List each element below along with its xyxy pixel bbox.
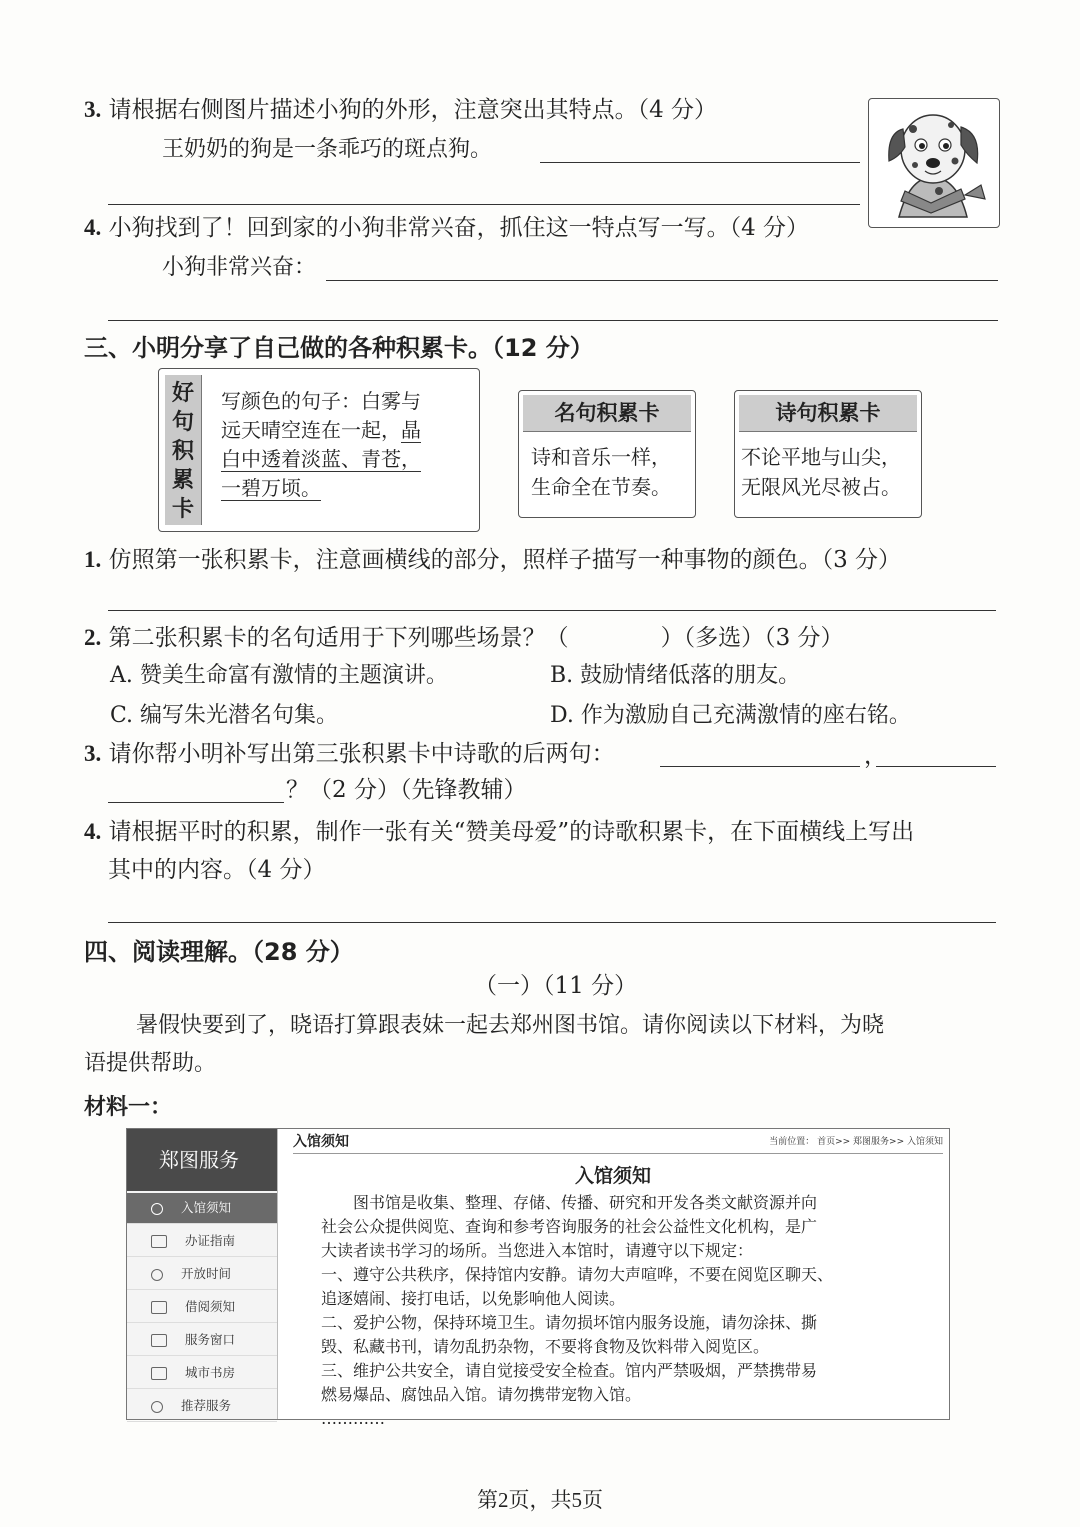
notice-title: 入馆须知 [574, 1165, 651, 1187]
sidebar-title: 郑图服务 [127, 1129, 277, 1191]
sidebar-item-service-window[interactable]: 服务窗口 [127, 1325, 277, 1356]
s3-question-4-cont: 其中的内容。（4 分） [108, 857, 326, 883]
famous-quote-card [518, 390, 696, 518]
notice-body: 图书馆是收集、整理、存储、传播、研究和开发各类文献资源并向 社会公众提供阅览、查询和参考咨询服务的社会公益性文化机构，是广 大读者读书学习的场所。当您进入本馆时，请遵守以下规定： 一、遵守公共秩序，保持馆内安静。请勿大声喧哗，不要在阅览区聊天、 追逐嬉闹、接打电话，以免影响他人阅读。 二、爱护公物，保持环境卫生。请勿损坏馆内服务设施，请勿涂抹、撕 毁、私藏书刊，请勿乱扔杂物，不要将食物及饮料带入阅览区。 三、维护公共安全，请自觉接受安全检查。馆内严禁吸烟，严禁携带易 燃易爆品、腐蚀品入馆。请勿携带宠物入馆。 ………… [321, 1193, 834, 1428]
library-notice-panel [126, 1128, 950, 1428]
subsection-title: （一）（11 分） [474, 973, 638, 999]
dog-picture [868, 98, 1000, 228]
clock-icon [151, 1269, 163, 1281]
sidebar-item-recommend[interactable]: 推荐服务 [127, 1391, 277, 1422]
sidebar-item-card-guide[interactable]: 办证指南 [127, 1226, 277, 1257]
reading-intro-cont: 语提供帮助。 [84, 1051, 217, 1076]
content-header [293, 1131, 943, 1154]
card-text: 诗和音乐一样， 生命全在节奏。 [531, 445, 671, 499]
option-a[interactable]: A. 赞美生命富有激情的主题演讲。 [110, 663, 448, 688]
comma: ， [864, 743, 887, 769]
answer-line[interactable] [876, 766, 996, 767]
card-text: 不论平地与山尖， 无限风光尽被占。 [741, 445, 901, 499]
card-title: 名句积累卡 [523, 395, 691, 432]
answer-line[interactable] [660, 766, 860, 767]
card-side-label: 好 句 积 累 卡 [165, 375, 202, 525]
option-b[interactable]: B. 鼓励情绪低落的朋友。 [550, 663, 801, 688]
answer-line[interactable] [326, 280, 998, 281]
card-text: 写颜色的句子：白雾与 远天晴空连在一起，晶 白中透着淡蓝、青苍， 一碧万顷。 [221, 389, 421, 500]
answer-line[interactable] [108, 204, 860, 205]
page-number: 第2页，共5页 [477, 1488, 603, 1512]
good-sentence-card [158, 368, 480, 532]
answer-line[interactable] [108, 610, 996, 611]
sidebar-item-city-study[interactable]: 城市书房 [127, 1358, 277, 1389]
window-icon [151, 1334, 167, 1347]
book-icon [151, 1301, 167, 1314]
material-label: 材料一： [84, 1095, 173, 1120]
answer-line[interactable] [540, 162, 860, 163]
recommend-icon [151, 1401, 163, 1413]
option-d[interactable]: D. 作为激励自己充满激情的座右铭。 [550, 703, 911, 728]
content-header-title: 入馆须知 [293, 1134, 349, 1150]
sidebar-item-hours[interactable]: 开放时间 [127, 1259, 277, 1290]
s3-question-4: 4. 请根据平时的积累，制作一张有关“赞美母爱”的诗歌积累卡，在下面横线上写出 [84, 819, 915, 845]
sidebar-item-borrowing[interactable]: 借阅须知 [127, 1292, 277, 1323]
s3-question-2: 2. 第二张积累卡的名句适用于下列哪些场景？（ ）（多选）（3 分） [84, 625, 844, 651]
dalmatian-dog-icon [869, 99, 999, 227]
reading-intro: 暑假快要到了，晓语打算跟表妹一起去郑州图书馆。请你阅读以下材料，为晓 [136, 1013, 885, 1038]
card-icon [151, 1235, 167, 1248]
option-c[interactable]: C. 编写朱光潜名句集。 [110, 703, 339, 728]
card-title: 诗句积累卡 [739, 395, 917, 432]
poem-card [734, 390, 922, 518]
answer-line[interactable] [108, 802, 284, 803]
breadcrumb[interactable]: 当前位置： 首页>> 郑图服务>> 入馆须知 [769, 1137, 943, 1147]
question-3: 3. 请根据右侧图片描述小狗的外形，注意突出其特点。（4 分） [84, 97, 718, 123]
question-4: 4. 小狗找到了！回到家的小狗非常兴奋，抓住这一特点写一写。（4 分） [84, 215, 810, 241]
q3-tail: ？（2 分）（先锋教辅） [286, 777, 527, 803]
q4-prompt: 小狗非常兴奋： [162, 255, 317, 280]
s3-question-3: 3. 请你帮小明补写出第三张积累卡中诗歌的后两句： [84, 741, 615, 767]
sidebar-item-admission[interactable]: 入馆须知 [127, 1193, 277, 1224]
section-4-title: 四、阅读理解。（28 分） [84, 938, 354, 966]
section-3-title: 三、小明分享了自己做的各种积累卡。（12 分） [84, 334, 594, 362]
q3-prompt: 王奶奶的狗是一条乖巧的斑点狗。 [162, 137, 493, 162]
house-icon [151, 1367, 167, 1380]
service-sidebar [127, 1129, 278, 1419]
s3-question-1: 1. 仿照第一张积累卡，注意画横线的部分，照样子描写一种事物的颜色。（3 分） [84, 547, 902, 573]
answer-line[interactable] [108, 320, 998, 321]
answer-line[interactable] [108, 922, 996, 923]
bulb-icon [151, 1203, 163, 1215]
